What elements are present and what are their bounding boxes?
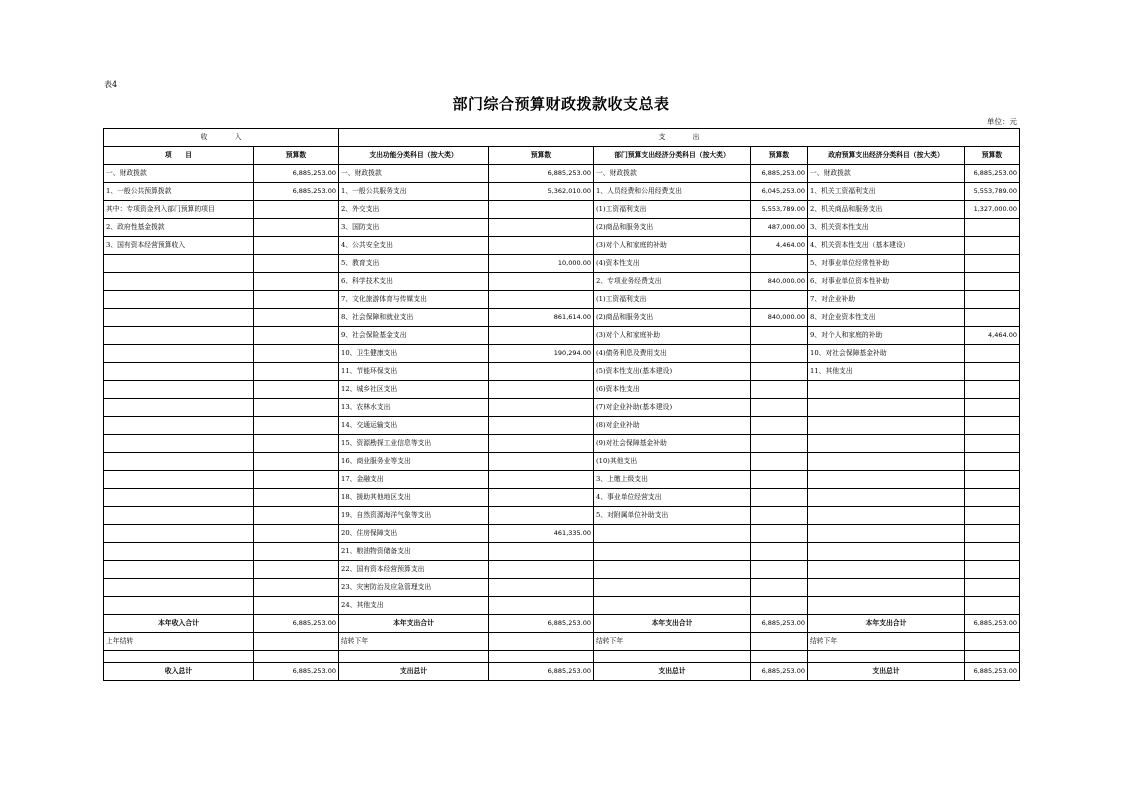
- carry-gov-econ-item: 结转下年: [808, 633, 965, 651]
- gov-econ-amount: 4,464.00: [965, 327, 1020, 345]
- income-amount: [254, 435, 339, 453]
- dept-econ-item: [594, 579, 751, 597]
- income-amount: [254, 237, 339, 255]
- header-function-item: 支出功能分类科目（按大类）: [339, 147, 489, 165]
- carry-over-row: [104, 633, 1020, 651]
- gov-econ-item: 8、对企业资本性支出: [808, 309, 965, 327]
- function-item: 11、节能环保支出: [339, 363, 489, 381]
- dept-econ-item: 1、人员经费和公用经费支出: [594, 183, 751, 201]
- function-item: 18、援助其他地区支出: [339, 489, 489, 507]
- income-item: [104, 543, 254, 561]
- dept-econ-item: 一、财政拨款: [594, 165, 751, 183]
- grand-total-function-amount: 6,885,253.00: [489, 663, 594, 681]
- gov-econ-amount: [965, 219, 1020, 237]
- dept-econ-amount: [751, 471, 808, 489]
- function-item: 8、社会保障和就业支出: [339, 309, 489, 327]
- dept-econ-amount: 487,000.00: [751, 219, 808, 237]
- income-item: [104, 417, 254, 435]
- income-item: [104, 561, 254, 579]
- table-row: [104, 237, 1020, 255]
- table-body: [104, 129, 1020, 681]
- function-amount: [489, 363, 594, 381]
- income-item: 3、国有资本经营预算收入: [104, 237, 254, 255]
- income-amount: [254, 381, 339, 399]
- carry-dept-econ-item: 结转下年: [594, 633, 751, 651]
- dept-econ-item: (10)其他支出: [594, 453, 751, 471]
- income-amount: [254, 219, 339, 237]
- dept-econ-amount: [751, 543, 808, 561]
- function-item: 17、金融支出: [339, 471, 489, 489]
- income-amount: [254, 399, 339, 417]
- dept-econ-item: (6)资本性支出: [594, 381, 751, 399]
- gov-econ-amount: [965, 471, 1020, 489]
- dept-econ-item: (8)对企业补助: [594, 417, 751, 435]
- dept-econ-item: (5)资本性支出(基本建设): [594, 363, 751, 381]
- gov-econ-amount: [965, 399, 1020, 417]
- dept-econ-amount: [751, 453, 808, 471]
- dept-econ-item: (1)工资福利支出: [594, 291, 751, 309]
- gov-econ-item: 1、机关工资福利支出: [808, 183, 965, 201]
- function-item: 23、灾害防治及应急管理支出: [339, 579, 489, 597]
- income-amount: [254, 525, 339, 543]
- function-amount: [489, 561, 594, 579]
- dept-econ-item: [594, 543, 751, 561]
- gov-econ-amount: 5,553,789.00: [965, 183, 1020, 201]
- function-item: 一、财政拨款: [339, 165, 489, 183]
- function-item: 24、其他支出: [339, 597, 489, 615]
- blank-function-item: [339, 651, 489, 663]
- income-item: [104, 345, 254, 363]
- gov-econ-item: [808, 471, 965, 489]
- income-amount: [254, 255, 339, 273]
- dept-econ-item: (3)对个人和家庭的补助: [594, 237, 751, 255]
- gov-econ-item: [808, 525, 965, 543]
- income-item: 1、一般公共预算拨款: [104, 183, 254, 201]
- income-amount: [254, 561, 339, 579]
- dept-econ-item: (7)对企业补助(基本建设): [594, 399, 751, 417]
- header-dept-econ-item: 部门预算支出经济分类科目（按大类）: [594, 147, 751, 165]
- expense-section-header: 支 出: [339, 129, 1020, 147]
- income-amount: 6,885,253.00: [254, 183, 339, 201]
- dept-econ-amount: 6,885,253.00: [751, 165, 808, 183]
- year-total-gov-econ-amount: 6,885,253.00: [965, 615, 1020, 633]
- table-row: [104, 255, 1020, 273]
- year-total-function-item: 本年支出合计: [339, 615, 489, 633]
- table-row: [104, 273, 1020, 291]
- gov-econ-amount: [965, 255, 1020, 273]
- carry-function-amount: [489, 633, 594, 651]
- header-function-amount: 预算数: [489, 147, 594, 165]
- function-amount: [489, 327, 594, 345]
- function-item: 4、公共安全支出: [339, 237, 489, 255]
- grand-total-dept-econ-amount: 6,885,253.00: [751, 663, 808, 681]
- blank-income-amount: [254, 651, 339, 663]
- gov-econ-item: 9、对个人和家庭的补助: [808, 327, 965, 345]
- table-row: [104, 201, 1020, 219]
- dept-econ-amount: 4,464.00: [751, 237, 808, 255]
- function-item: 5、教育支出: [339, 255, 489, 273]
- gov-econ-item: [808, 381, 965, 399]
- dept-econ-item: 2、专项业务经费支出: [594, 273, 751, 291]
- table-row: [104, 327, 1020, 345]
- grand-total-income-amount: 6,885,253.00: [254, 663, 339, 681]
- gov-econ-item: [808, 507, 965, 525]
- income-amount: [254, 507, 339, 525]
- blank-function-amount: [489, 651, 594, 663]
- gov-econ-amount: 6,885,253.00: [965, 165, 1020, 183]
- dept-econ-item: 4、事业单位经营支出: [594, 489, 751, 507]
- gov-econ-item: [808, 435, 965, 453]
- dept-econ-item: (4)资本性支出: [594, 255, 751, 273]
- year-total-income-item: 本年收入合计: [104, 615, 254, 633]
- gov-econ-amount: [965, 435, 1020, 453]
- year-total-dept-econ-amount: 6,885,253.00: [751, 615, 808, 633]
- function-amount: 5,362,010.00: [489, 183, 594, 201]
- dept-econ-item: (2)商品和服务支出: [594, 309, 751, 327]
- function-item: 22、国有资本经营预算支出: [339, 561, 489, 579]
- income-item: [104, 381, 254, 399]
- table-row: [104, 219, 1020, 237]
- dept-econ-amount: 6,045,253.00: [751, 183, 808, 201]
- gov-econ-item: 2、机关商品和服务支出: [808, 201, 965, 219]
- gov-econ-amount: [965, 543, 1020, 561]
- function-amount: 190,294.00: [489, 345, 594, 363]
- year-total-row: [104, 615, 1020, 633]
- blank-row: [104, 651, 1020, 663]
- income-section-header: 收 入: [104, 129, 339, 147]
- section-header-row: [104, 129, 1020, 147]
- function-amount: [489, 453, 594, 471]
- income-amount: [254, 309, 339, 327]
- function-amount: 6,885,253.00: [489, 165, 594, 183]
- column-header-row: [104, 147, 1020, 165]
- dept-econ-amount: [751, 381, 808, 399]
- income-amount: [254, 201, 339, 219]
- income-amount: [254, 597, 339, 615]
- table-row: [104, 471, 1020, 489]
- table-row: [104, 435, 1020, 453]
- gov-econ-amount: [965, 273, 1020, 291]
- function-amount: 861,614.00: [489, 309, 594, 327]
- function-amount: [489, 201, 594, 219]
- gov-econ-item: [808, 453, 965, 471]
- gov-econ-item: 10、对社会保障基金补助: [808, 345, 965, 363]
- gov-econ-amount: [965, 579, 1020, 597]
- gov-econ-amount: [965, 561, 1020, 579]
- income-amount: [254, 363, 339, 381]
- gov-econ-item: 11、其他支出: [808, 363, 965, 381]
- function-item: 12、城乡社区支出: [339, 381, 489, 399]
- function-amount: [489, 417, 594, 435]
- table-row: [104, 291, 1020, 309]
- income-amount: [254, 579, 339, 597]
- gov-econ-item: 7、对企业补助: [808, 291, 965, 309]
- gov-econ-amount: [965, 237, 1020, 255]
- dept-econ-amount: [751, 435, 808, 453]
- income-item: [104, 273, 254, 291]
- dept-econ-item: [594, 561, 751, 579]
- function-item: 20、住房保障支出: [339, 525, 489, 543]
- income-item: [104, 309, 254, 327]
- gov-econ-amount: [965, 345, 1020, 363]
- gov-econ-amount: [965, 417, 1020, 435]
- table-row: [104, 525, 1020, 543]
- gov-econ-amount: [965, 291, 1020, 309]
- dept-econ-amount: [751, 363, 808, 381]
- function-amount: [489, 579, 594, 597]
- function-item: 19、自然资源海洋气象等支出: [339, 507, 489, 525]
- year-total-function-amount: 6,885,253.00: [489, 615, 594, 633]
- dept-econ-item: [594, 525, 751, 543]
- function-amount: [489, 597, 594, 615]
- carry-function-item: 结转下年: [339, 633, 489, 651]
- function-item: 2、外交支出: [339, 201, 489, 219]
- function-item: 15、资源勘探工业信息等支出: [339, 435, 489, 453]
- function-item: 10、卫生健康支出: [339, 345, 489, 363]
- table-row: [104, 345, 1020, 363]
- header-gov-econ-amount: 预算数: [965, 147, 1020, 165]
- blank-gov-econ-amount: [965, 651, 1020, 663]
- dept-econ-amount: [751, 507, 808, 525]
- income-item: [104, 435, 254, 453]
- table-row: [104, 597, 1020, 615]
- function-amount: 461,335.00: [489, 525, 594, 543]
- dept-econ-item: (2)商品和服务支出: [594, 219, 751, 237]
- table-row: [104, 489, 1020, 507]
- dept-econ-amount: [751, 525, 808, 543]
- function-amount: [489, 399, 594, 417]
- function-item: 7、文化旅游体育与传媒支出: [339, 291, 489, 309]
- dept-econ-amount: [751, 399, 808, 417]
- carry-gov-econ-amount: [965, 633, 1020, 651]
- income-item: [104, 525, 254, 543]
- table-number: 表4: [104, 80, 118, 89]
- gov-econ-amount: [965, 489, 1020, 507]
- function-amount: [489, 435, 594, 453]
- dept-econ-amount: [751, 345, 808, 363]
- income-amount: [254, 273, 339, 291]
- income-item: [104, 363, 254, 381]
- gov-econ-amount: [965, 363, 1020, 381]
- dept-econ-amount: 840,000.00: [751, 309, 808, 327]
- header-dept-econ-amount: 预算数: [751, 147, 808, 165]
- dept-econ-item: 5、对附属单位补助支出: [594, 507, 751, 525]
- gov-econ-item: [808, 543, 965, 561]
- gov-econ-amount: [965, 597, 1020, 615]
- dept-econ-amount: [751, 597, 808, 615]
- dept-econ-amount: [751, 579, 808, 597]
- grand-total-dept-econ-item: 支出总计: [594, 663, 751, 681]
- unit-label: 单位：元: [987, 117, 1017, 126]
- income-amount: [254, 345, 339, 363]
- gov-econ-item: 5、对事业单位经常性补助: [808, 255, 965, 273]
- income-amount: [254, 453, 339, 471]
- function-amount: [489, 489, 594, 507]
- gov-econ-item: [808, 597, 965, 615]
- income-item: [104, 597, 254, 615]
- gov-econ-amount: [965, 525, 1020, 543]
- function-item: 14、交通运输支出: [339, 417, 489, 435]
- income-item: 其中：专项资金列入部门预算的项目: [104, 201, 254, 219]
- income-amount: [254, 417, 339, 435]
- function-amount: [489, 471, 594, 489]
- table-row: [104, 453, 1020, 471]
- header-income-amount: 预算数: [254, 147, 339, 165]
- income-item: [104, 507, 254, 525]
- income-item: [104, 579, 254, 597]
- income-item: [104, 327, 254, 345]
- function-amount: [489, 291, 594, 309]
- income-item: [104, 453, 254, 471]
- dept-econ-amount: [751, 255, 808, 273]
- blank-income-item: [104, 651, 254, 663]
- table-row: [104, 543, 1020, 561]
- grand-total-row: [104, 663, 1020, 681]
- dept-econ-item: (3)对个人和家庭补助: [594, 327, 751, 345]
- table-row: [104, 363, 1020, 381]
- income-item: [104, 255, 254, 273]
- income-item: [104, 399, 254, 417]
- function-item: 13、农林水支出: [339, 399, 489, 417]
- income-item: 一、财政拨款: [104, 165, 254, 183]
- header-income-item: 项 目: [104, 147, 254, 165]
- table-row: [104, 417, 1020, 435]
- header-gov-econ-item: 政府预算支出经济分类科目（按大类）: [808, 147, 965, 165]
- year-total-dept-econ-item: 本年支出合计: [594, 615, 751, 633]
- function-item: 6、科学技术支出: [339, 273, 489, 291]
- income-item: [104, 291, 254, 309]
- function-amount: [489, 381, 594, 399]
- table-row: [104, 183, 1020, 201]
- income-amount: [254, 489, 339, 507]
- gov-econ-item: 3、机关资本性支出: [808, 219, 965, 237]
- income-amount: [254, 543, 339, 561]
- dept-econ-amount: 840,000.00: [751, 273, 808, 291]
- blank-gov-econ-item: [808, 651, 965, 663]
- function-amount: [489, 273, 594, 291]
- table-row: [104, 309, 1020, 327]
- gov-econ-amount: 1,327,000.00: [965, 201, 1020, 219]
- dept-econ-amount: [751, 417, 808, 435]
- gov-econ-item: [808, 579, 965, 597]
- blank-dept-econ-amount: [751, 651, 808, 663]
- gov-econ-amount: [965, 309, 1020, 327]
- carry-income-amount: [254, 633, 339, 651]
- dept-econ-amount: [751, 327, 808, 345]
- function-amount: [489, 543, 594, 561]
- budget-table: [103, 128, 1020, 681]
- income-amount: [254, 471, 339, 489]
- page-title: 部门综合预算财政拨款收支总表: [452, 95, 670, 113]
- gov-econ-amount: [965, 381, 1020, 399]
- income-item: [104, 489, 254, 507]
- dept-econ-amount: [751, 561, 808, 579]
- year-total-gov-econ-item: 本年支出合计: [808, 615, 965, 633]
- income-amount: [254, 327, 339, 345]
- function-amount: [489, 507, 594, 525]
- function-amount: [489, 219, 594, 237]
- function-item: 1、一般公共服务支出: [339, 183, 489, 201]
- gov-econ-item: [808, 417, 965, 435]
- table-row: [104, 507, 1020, 525]
- gov-econ-item: 6、对事业单位资本性补助: [808, 273, 965, 291]
- carry-dept-econ-amount: [751, 633, 808, 651]
- table-row: [104, 561, 1020, 579]
- grand-total-gov-econ-item: 支出总计: [808, 663, 965, 681]
- gov-econ-item: 一、财政拨款: [808, 165, 965, 183]
- function-item: 21、粮油物资储备支出: [339, 543, 489, 561]
- dept-econ-item: (4)债务利息及费用支出: [594, 345, 751, 363]
- income-amount: [254, 291, 339, 309]
- dept-econ-item: [594, 597, 751, 615]
- dept-econ-amount: 5,553,789.00: [751, 201, 808, 219]
- gov-econ-amount: [965, 507, 1020, 525]
- dept-econ-item: 3、上缴上级支出: [594, 471, 751, 489]
- income-item: 2、政府性基金拨款: [104, 219, 254, 237]
- gov-econ-amount: [965, 453, 1020, 471]
- grand-total-income-item: 收入总计: [104, 663, 254, 681]
- table-row: [104, 381, 1020, 399]
- table-row: [104, 579, 1020, 597]
- function-item: 9、社会保险基金支出: [339, 327, 489, 345]
- carry-income-item: 上年结转: [104, 633, 254, 651]
- table-row: [104, 399, 1020, 417]
- function-item: 3、国防支出: [339, 219, 489, 237]
- dept-econ-item: (9)对社会保障基金补助: [594, 435, 751, 453]
- blank-dept-econ-item: [594, 651, 751, 663]
- function-amount: 10,000.00: [489, 255, 594, 273]
- income-amount: 6,885,253.00: [254, 165, 339, 183]
- year-total-income-amount: 6,885,253.00: [254, 615, 339, 633]
- income-item: [104, 471, 254, 489]
- grand-total-function-item: 支出总计: [339, 663, 489, 681]
- dept-econ-amount: [751, 291, 808, 309]
- function-item: 16、商业服务业等支出: [339, 453, 489, 471]
- dept-econ-amount: [751, 489, 808, 507]
- grand-total-gov-econ-amount: 6,885,253.00: [965, 663, 1020, 681]
- gov-econ-item: [808, 399, 965, 417]
- dept-econ-item: (1)工资福利支出: [594, 201, 751, 219]
- gov-econ-item: [808, 489, 965, 507]
- function-amount: [489, 237, 594, 255]
- table-row: [104, 165, 1020, 183]
- gov-econ-item: [808, 561, 965, 579]
- gov-econ-item: 4、机关资本性支出（基本建设）: [808, 237, 965, 255]
